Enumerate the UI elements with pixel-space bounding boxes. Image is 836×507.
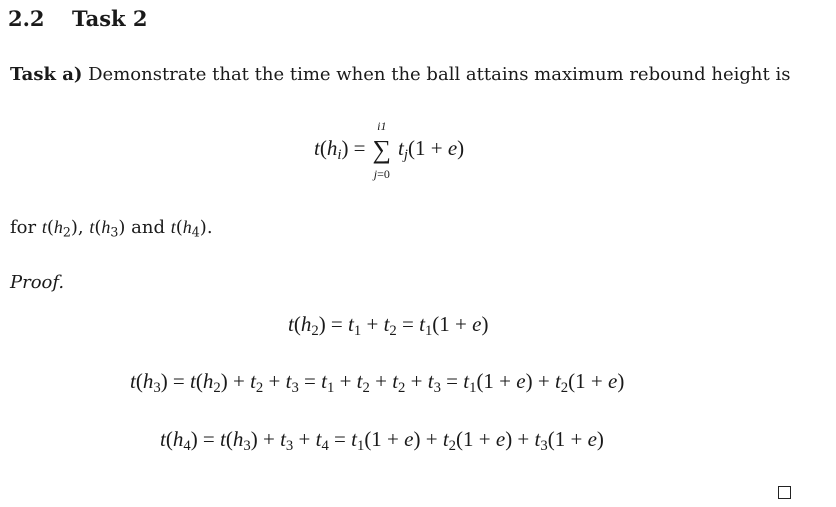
- sum-symbol: i1 ∑ j=0: [371, 137, 393, 164]
- equation-h3: $t(h_3) = t(h_2) + t_2 + t_3 = t_1 + t_2 + t_2 + t_3 = t_1(1 + e) + t_2(1 + e)$: [130, 369, 625, 397]
- qed-square-icon: [778, 486, 791, 499]
- proof-label: Proof.: [10, 272, 65, 293]
- sum-lower-limit: j=0: [373, 166, 390, 181]
- equation-h2: $t(h_2) = t_1 + t_2 = t_1(1 + e)$: [288, 312, 489, 340]
- task-text: Demonstrate that the time when the ball attains maximum rebound height is: [88, 64, 791, 85]
- equation-main-lhs: t: [314, 136, 320, 160]
- sum-upper-limit: i1: [377, 118, 387, 133]
- task-label: Task a): [10, 64, 83, 85]
- section-number: 2.2: [8, 6, 45, 31]
- equation-h4: $t(h_4) = t(h_3) + t_3 + t_4 = t_1(1 + e) + t_2(1 + e) + t_3(1 + e)$: [160, 427, 604, 455]
- section-title: Task 2: [72, 6, 148, 31]
- for-text: for $t(h_2)$, $t(h_3)$ and $t(h_4)$.: [10, 217, 213, 240]
- equation-main: $t(h_i)$ = i1 ∑ j=0 $t_j(1 + e)$: [314, 118, 465, 181]
- task-statement: [10, 64, 790, 85]
- section-heading: [8, 6, 148, 31]
